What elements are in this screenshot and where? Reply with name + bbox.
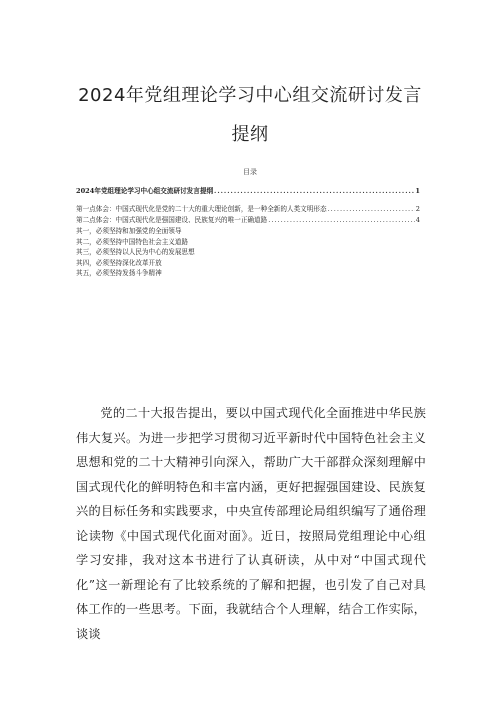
toc-subitem[interactable]: 其二，必须坚持中国特色社会主义道路 — [76, 237, 189, 246]
toc-subitem[interactable]: 其三，必须坚持以人民为中心的发展思想 — [76, 248, 195, 256]
toc-entry-text: 第一点体会：中国式现代化是党的二十大的重大理论创新，是一种全新的人类文明形态 — [76, 205, 327, 213]
toc-leader-dots — [328, 204, 415, 215]
toc-subitem[interactable]: 其一，必须坚持和加强党的全面领导 — [76, 227, 182, 235]
toc-heading: 目录 — [243, 168, 257, 176]
body-paragraph: 党的二十大报告提出，要以中国式现代化全面推进中华民族伟大复兴。为进一步把学习贯彻习近平新时代中国特色社会主义思想和党的二十大精神引向深入，帮助广大干部群众深刻理解中国式现代化的鲜明特色和丰富内涵，更好把握强国建设、民族复兴的目标任务和实践要求，中央宣传部理论局组织编写了通俗理论读物《中国式现代化面对面》。近日，按照局党组理论中心组学习安排，我对这本书进行了认真研读，从中对“中国式现代化”这一新理论有了比较系统的了解和把握，也引发了自己对具体工作的一些思考。下面，我就结合个人理解，结合工作实际，谈谈 — [76, 406, 426, 641]
toc-leader-dots — [268, 215, 415, 226]
document-title-line2: 提纲 — [231, 124, 269, 145]
toc-entry-text: 2024年党组理论学习中心组交流研讨发言提纲 — [76, 187, 214, 195]
toc-entry[interactable] — [76, 204, 420, 215]
toc-entry[interactable] — [76, 186, 420, 197]
toc-entry-text: 第二点体会：中国式现代化是强国建设、民族复兴的唯一正确道路 — [76, 216, 268, 224]
table-of-contents — [76, 186, 420, 279]
toc-entry-page: 2 — [415, 205, 420, 213]
toc-entry[interactable] — [76, 215, 420, 226]
document-title-line1: 2024年党组理论学习中心组交流研讨发言 — [78, 85, 422, 106]
toc-entry-page: 4 — [415, 216, 420, 224]
toc-entry-page: 1 — [415, 187, 420, 195]
toc-subitem[interactable]: 其五，必须坚持发扬斗争精神 — [76, 269, 162, 277]
toc-leader-dots — [214, 186, 414, 197]
toc-subitem[interactable]: 其四，必须坚持深化改革开放 — [76, 258, 162, 267]
